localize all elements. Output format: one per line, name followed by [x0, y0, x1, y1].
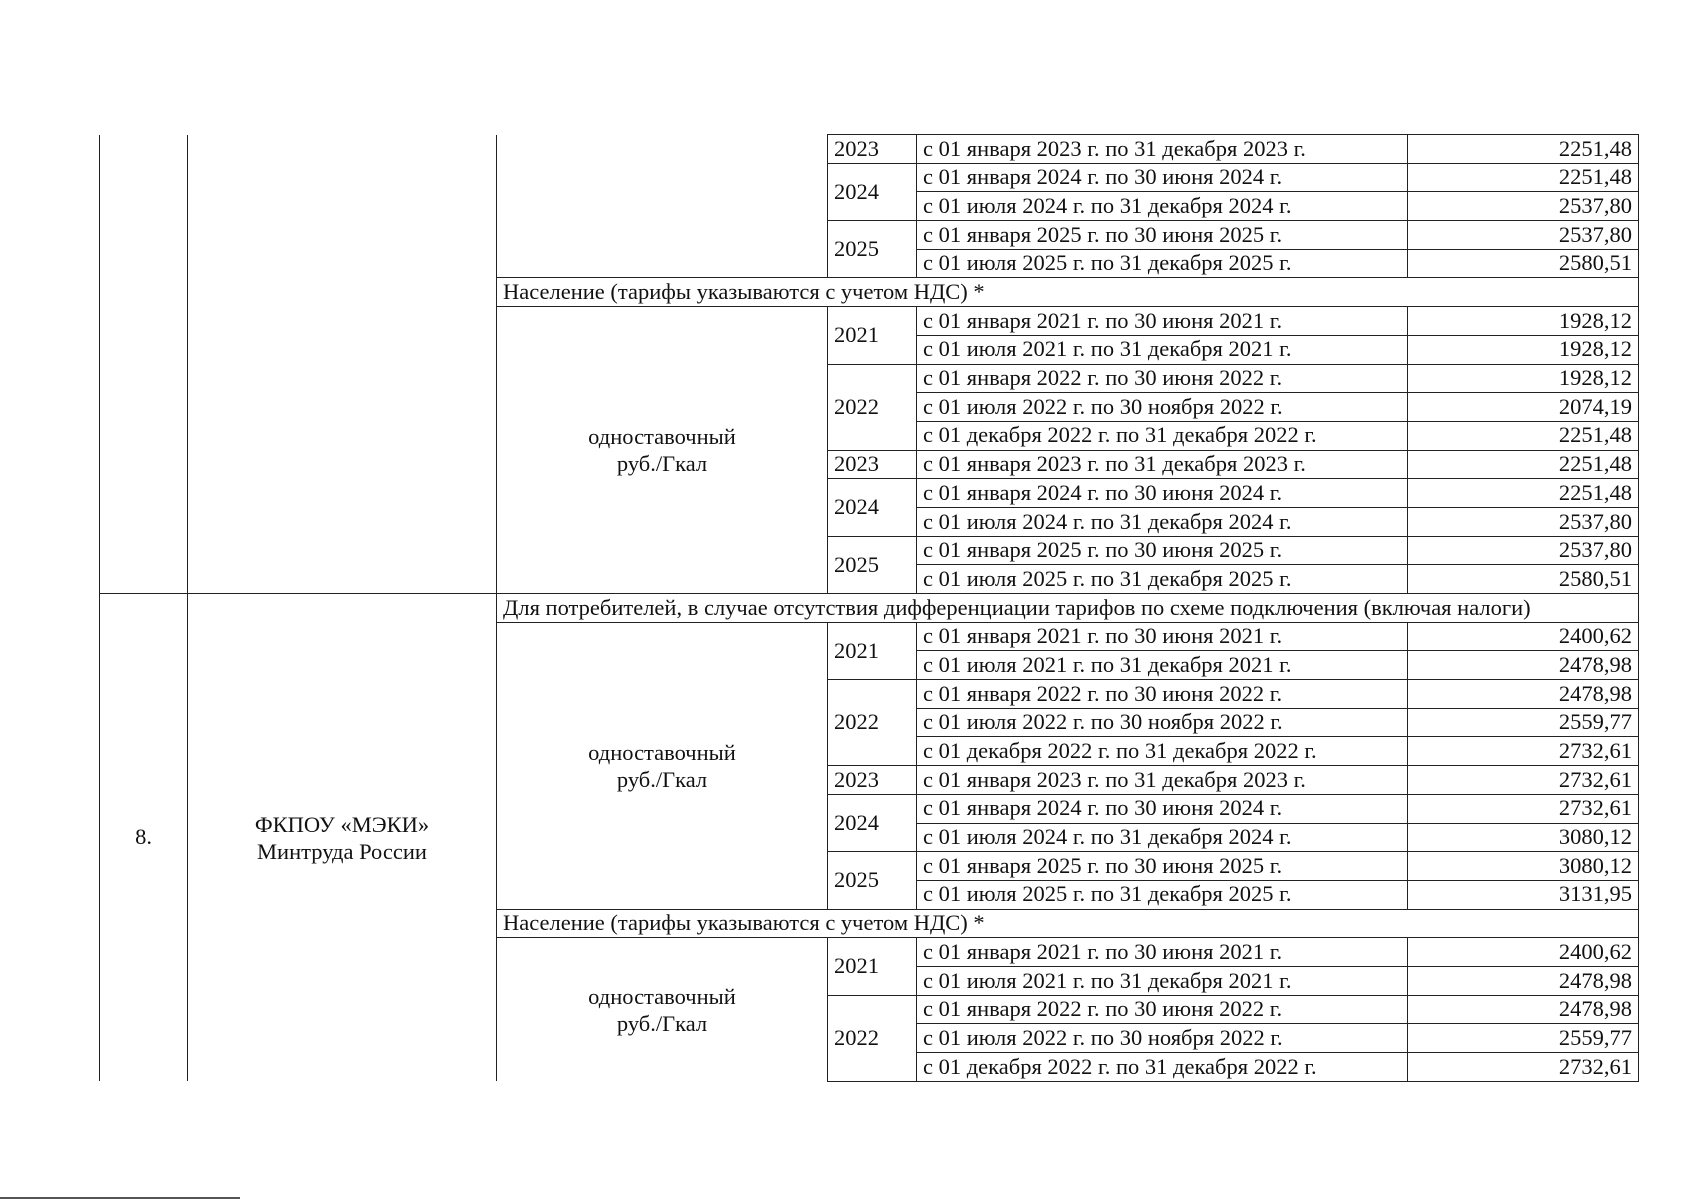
period-cell: с 01 января 2021 г. по 30 июня 2021 г. [917, 622, 1408, 651]
tariff-unit: руб./Гкал [616, 451, 708, 477]
period-cell: с 01 января 2023 г. по 31 декабря 2023 г. [917, 450, 1408, 479]
period-cell: с 01 января 2025 г. по 30 июня 2025 г. [917, 221, 1408, 250]
year-cell: 2024 [828, 479, 917, 536]
period-cell: с 01 января 2024 г. по 30 июня 2024 г. [917, 479, 1408, 508]
table-row [100, 135, 1639, 164]
period-cell: с 01 июля 2022 г. по 30 ноября 2022 г. [917, 393, 1408, 422]
tariff-type-name: одноставочный [588, 424, 736, 450]
tariff-type-cell [497, 135, 828, 278]
tariff-value-cell: 1928,12 [1408, 364, 1639, 393]
year-cell: 2021 [828, 307, 917, 364]
organization-name [255, 811, 429, 865]
section-header: Население (тарифы указываются с учетом НДС) * [497, 909, 1639, 938]
section-header-row [100, 594, 1639, 623]
organization-cell [188, 594, 497, 1082]
period-cell: с 01 июля 2024 г. по 31 декабря 2024 г. [917, 192, 1408, 221]
tariff-type-cell [497, 622, 828, 909]
tariff-value-cell: 2400,62 [1408, 938, 1639, 967]
organization-name-line1: ФКПОУ «МЭКИ» [254, 811, 430, 837]
year-cell: 2025 [828, 536, 917, 593]
period-cell: с 01 июля 2021 г. по 31 декабря 2021 г. [917, 651, 1408, 680]
year-cell: 2025 [828, 852, 917, 909]
tariff-value-cell: 2478,98 [1408, 966, 1639, 995]
tariff-value-cell: 2559,77 [1408, 708, 1639, 737]
period-cell: с 01 июля 2025 г. по 31 декабря 2025 г. [917, 249, 1408, 278]
year-cell: 2021 [828, 938, 917, 995]
tariff-value-cell: 2732,61 [1408, 794, 1639, 823]
period-cell: с 01 января 2021 г. по 30 июня 2021 г. [917, 307, 1408, 336]
section-header: Население (тарифы указываются с учетом НДС) * [497, 278, 1639, 307]
tariff-value-cell: 2478,98 [1408, 995, 1639, 1024]
section-header: Для потребителей, в случае отсутствия дифференциации тарифов по схеме подключения (включая налоги) [497, 594, 1639, 623]
year-cell: 2024 [828, 163, 917, 220]
tariff-value-cell: 3080,12 [1408, 823, 1639, 852]
year-cell: 2025 [828, 221, 917, 278]
tariff-type-cell [497, 938, 828, 1081]
tariff-value-cell: 2537,80 [1408, 507, 1639, 536]
year-cell: 2022 [828, 364, 917, 450]
tariff-value-cell: 2251,48 [1408, 479, 1639, 508]
tariff-type-label [588, 423, 736, 477]
tariff-unit: руб./Гкал [616, 766, 708, 792]
tariff-value-cell: 3080,12 [1408, 852, 1639, 881]
tariff-type-name: одноставочный [588, 739, 736, 765]
period-cell: с 01 декабря 2022 г. по 31 декабря 2022 г. [917, 1053, 1408, 1082]
period-cell: с 01 июля 2021 г. по 31 декабря 2021 г. [917, 335, 1408, 364]
row-number-cell: 8. [100, 594, 188, 1082]
organization-cell [188, 135, 497, 594]
tariff-value-cell: 2580,51 [1408, 565, 1639, 594]
organization-name-line2: Минтруда России [257, 838, 427, 864]
tariff-type-name: одноставочный [588, 983, 736, 1009]
period-cell: с 01 июля 2025 г. по 31 декабря 2025 г. [917, 880, 1408, 909]
year-cell: 2023 [828, 766, 917, 795]
tariff-value-cell: 1928,12 [1408, 307, 1639, 336]
tariff-value-cell: 2537,80 [1408, 536, 1639, 565]
period-cell: с 01 декабря 2022 г. по 31 декабря 2022 г. [917, 737, 1408, 766]
tariff-value-cell: 2537,80 [1408, 221, 1639, 250]
tariff-table-body [100, 135, 1639, 1082]
tariff-value-cell: 1928,12 [1408, 335, 1639, 364]
tariff-value-cell: 2478,98 [1408, 680, 1639, 709]
period-cell: с 01 июля 2024 г. по 31 декабря 2024 г. [917, 507, 1408, 536]
year-cell: 2023 [828, 135, 917, 164]
tariff-value-cell: 2251,48 [1408, 135, 1639, 164]
tariff-value-cell: 2478,98 [1408, 651, 1639, 680]
tariff-table [99, 134, 1639, 1082]
period-cell: с 01 января 2022 г. по 30 июня 2022 г. [917, 364, 1408, 393]
period-cell: с 01 января 2023 г. по 31 декабря 2023 г. [917, 766, 1408, 795]
tariff-value-cell: 2251,48 [1408, 450, 1639, 479]
tariff-value-cell: 2559,77 [1408, 1024, 1639, 1053]
period-cell: с 01 января 2025 г. по 30 июня 2025 г. [917, 536, 1408, 565]
period-cell: с 01 января 2023 г. по 31 декабря 2023 г. [917, 135, 1408, 164]
tariff-value-cell: 2251,48 [1408, 421, 1639, 450]
tariff-type-label [588, 983, 736, 1037]
period-cell: с 01 января 2024 г. по 30 июня 2024 г. [917, 163, 1408, 192]
row-number-cell [100, 135, 188, 594]
tariff-value-cell: 2732,61 [1408, 737, 1639, 766]
tariff-value-cell: 3131,95 [1408, 880, 1639, 909]
tariff-type-label [588, 739, 736, 793]
year-cell: 2021 [828, 622, 917, 679]
year-cell: 2022 [828, 680, 917, 766]
period-cell: с 01 января 2021 г. по 30 июня 2021 г. [917, 938, 1408, 967]
tariff-value-cell: 2732,61 [1408, 1053, 1639, 1082]
year-cell: 2024 [828, 794, 917, 851]
period-cell: с 01 января 2024 г. по 30 июня 2024 г. [917, 794, 1408, 823]
period-cell: с 01 июля 2021 г. по 31 декабря 2021 г. [917, 966, 1408, 995]
period-cell: с 01 января 2022 г. по 30 июня 2022 г. [917, 995, 1408, 1024]
year-cell: 2022 [828, 995, 917, 1081]
tariff-type-cell [497, 307, 828, 594]
tariff-value-cell: 2732,61 [1408, 766, 1639, 795]
tariff-unit: руб./Гкал [616, 1010, 708, 1036]
period-cell: с 01 декабря 2022 г. по 31 декабря 2022 г. [917, 421, 1408, 450]
page-edge-line [0, 1197, 240, 1199]
tariff-value-cell: 2251,48 [1408, 163, 1639, 192]
period-cell: с 01 июля 2022 г. по 30 ноября 2022 г. [917, 708, 1408, 737]
period-cell: с 01 января 2022 г. по 30 июня 2022 г. [917, 680, 1408, 709]
tariff-value-cell: 2400,62 [1408, 622, 1639, 651]
year-cell: 2023 [828, 450, 917, 479]
period-cell: с 01 июля 2025 г. по 31 декабря 2025 г. [917, 565, 1408, 594]
tariff-value-cell: 2074,19 [1408, 393, 1639, 422]
tariff-value-cell: 2537,80 [1408, 192, 1639, 221]
tariff-value-cell: 2580,51 [1408, 249, 1639, 278]
period-cell: с 01 июля 2022 г. по 30 ноября 2022 г. [917, 1024, 1408, 1053]
period-cell: с 01 января 2025 г. по 30 июня 2025 г. [917, 852, 1408, 881]
period-cell: с 01 июля 2024 г. по 31 декабря 2024 г. [917, 823, 1408, 852]
